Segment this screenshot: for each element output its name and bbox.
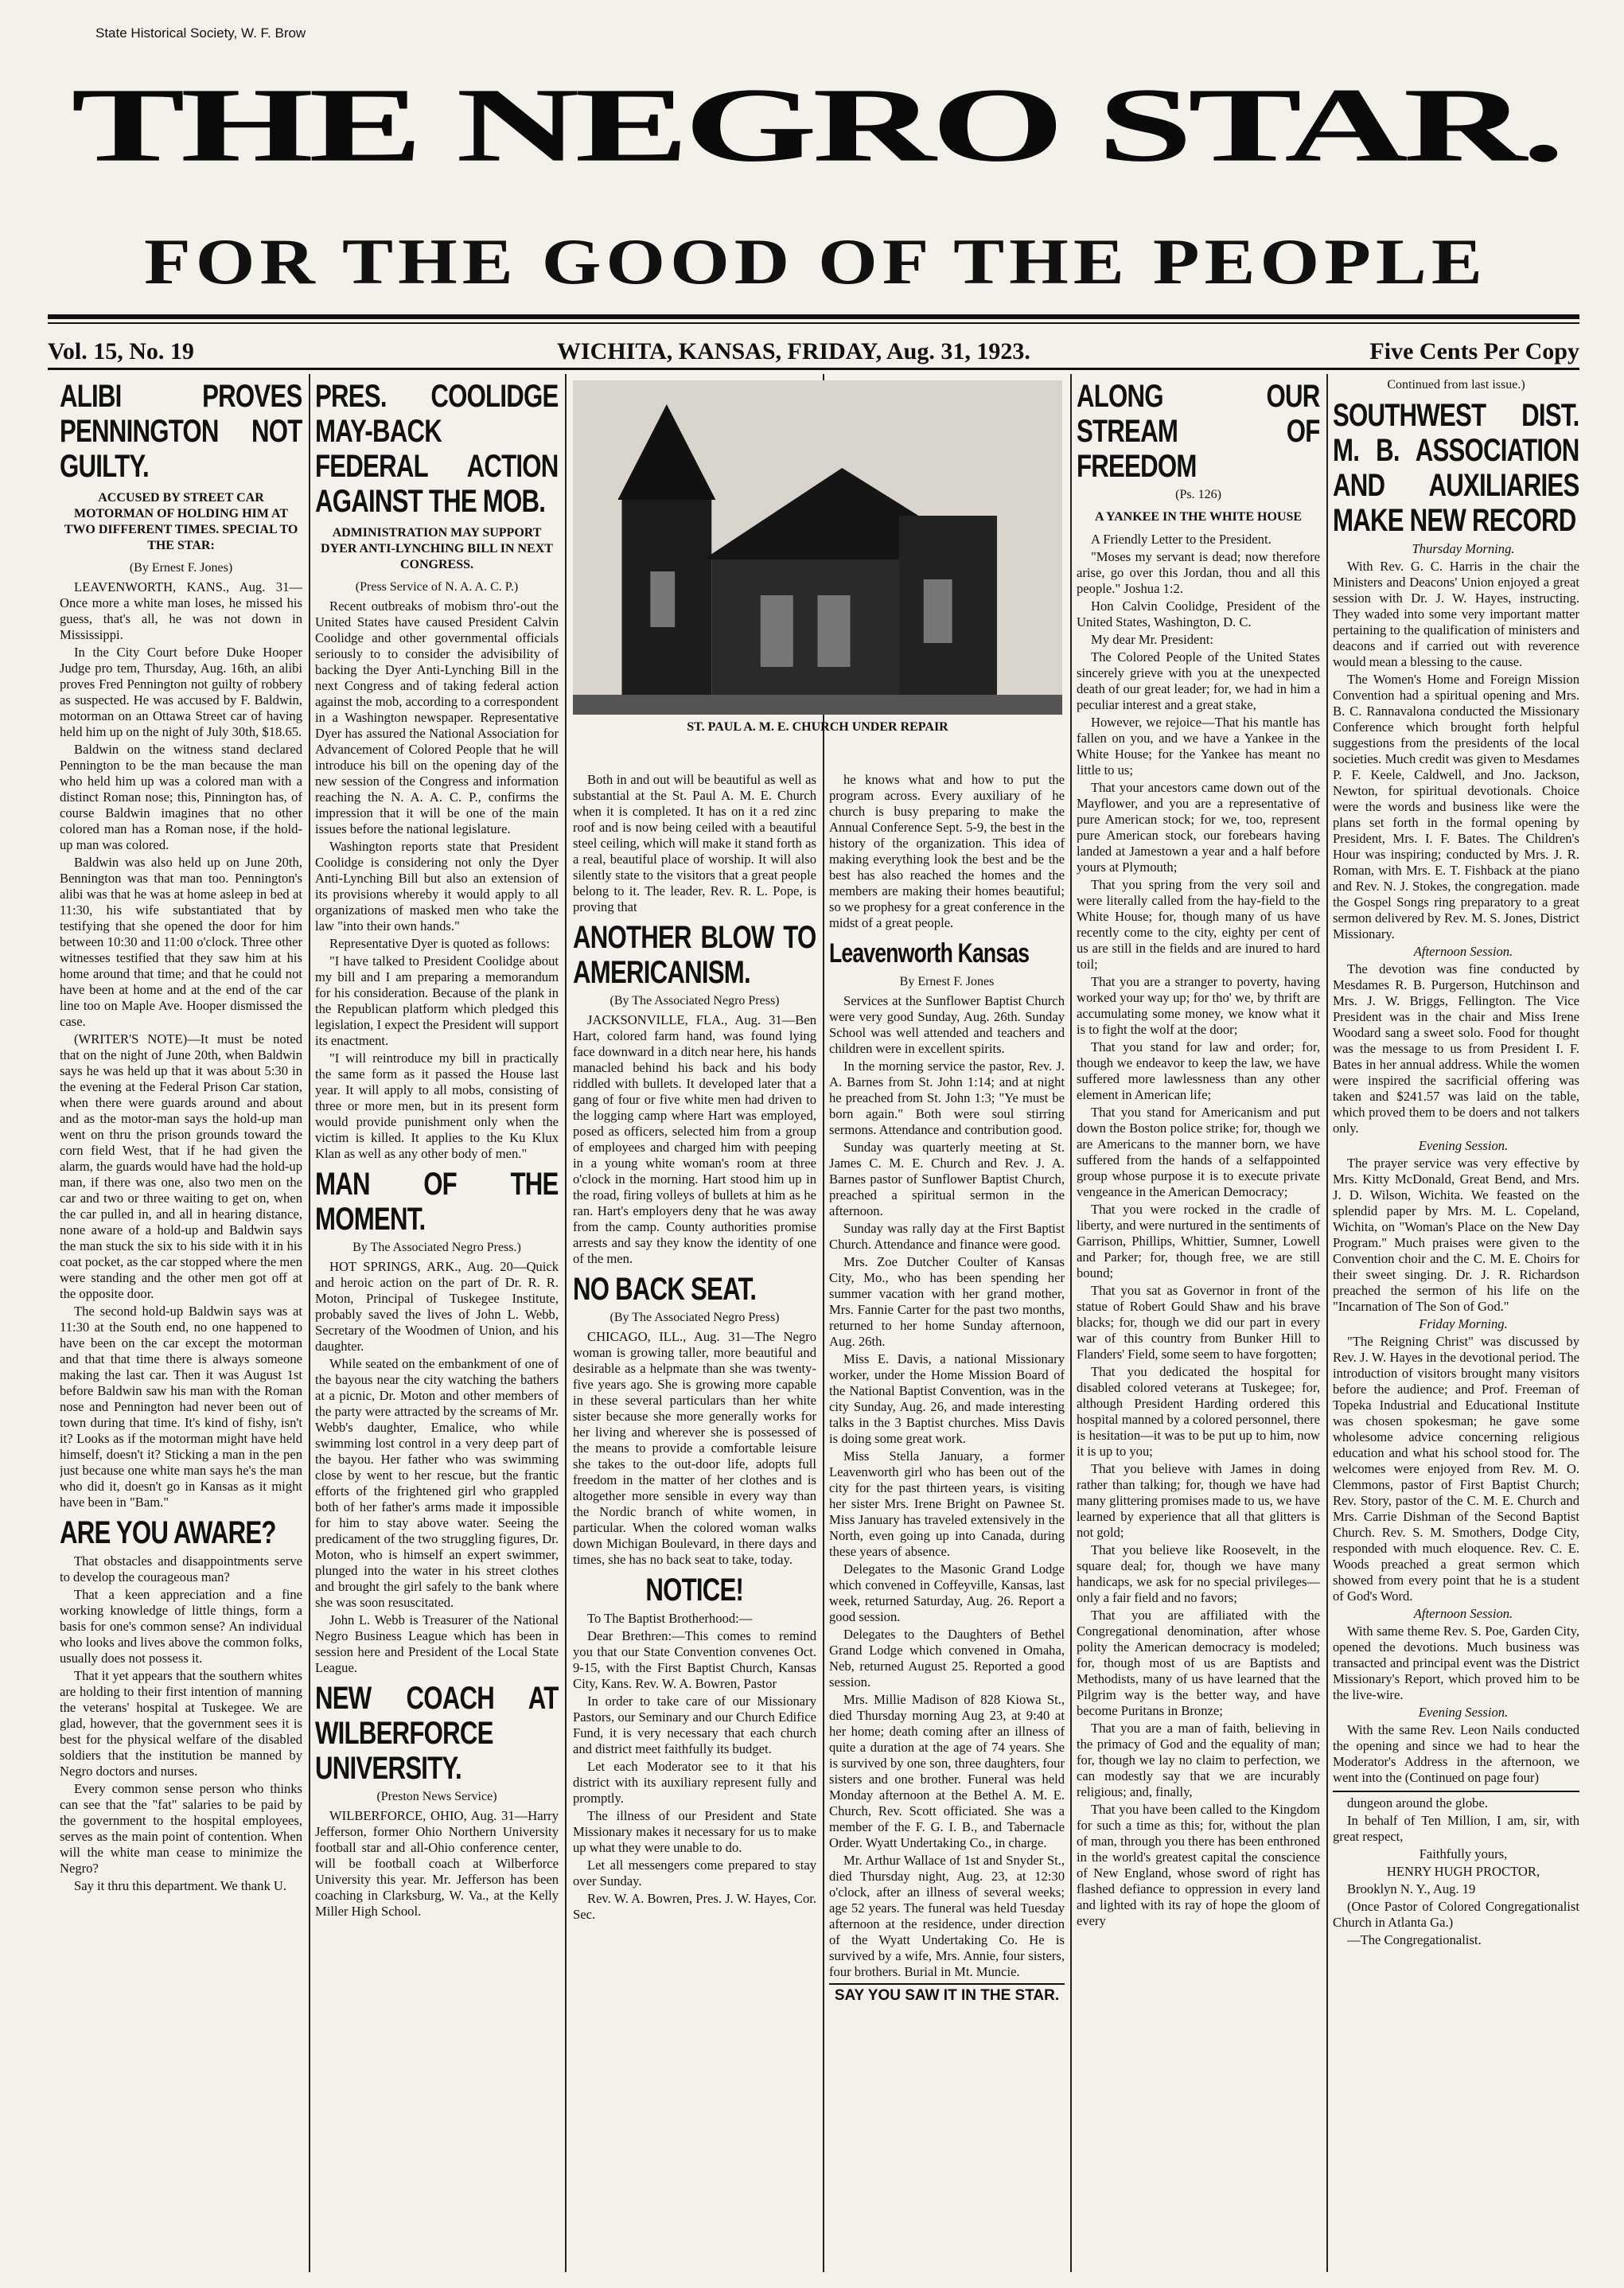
- paragraph: That you believe like Roosevelt, in the square deal; for, though we have many handicaps, we ask for no special privileges—only a fair field and no favors;: [1077, 1542, 1320, 1605]
- paragraph: The illness of our President and State Missionary makes it necessary for us to make up what they were unable to do.: [573, 1808, 816, 1855]
- section-label: Friday Morning.: [1419, 1316, 1508, 1331]
- newspaper-motto: FOR THE GOOD OF THE PEOPLE: [144, 224, 1487, 298]
- paragraph: The second hold-up Baldwin says was at 11:30 at the South end, no one happened to have been on the car except the motorman and that that time there is always someone making the last car. Then it was August 1st before Baldwin saw his man with the Roman nose and Pennington had never been out of town during that time. It's kind of fishy, isn't it? Looks as if the motorman might have held himself, doesn't it? Sticking a man in the pen just because one white man says he's the man who did it, doesn't go in Kansas as it might have been in "Bam.": [60, 1304, 302, 1510]
- paragraph: LEAVENWORTH, KANS., Aug. 31—Once more a white man loses, he missed his guess, that's all, he was not down in Mississippi.: [60, 579, 302, 642]
- article-column-1: [60, 374, 302, 2272]
- paragraph: Rev. W. A. Bowren, Pres. J. W. Hayes, Cor. Sec.: [573, 1891, 816, 1922]
- paragraph: HOT SPRINGS, ARK., Aug. 20—Quick and heroic action on the part of Dr. R. R. Moton, Principal of Tuskegee Institute, probably saved the lives of John L. Webb, Secretary of the Woodmen of Union, and his daughter.: [315, 1259, 559, 1354]
- paragraph: A Friendly Letter to the President.: [1091, 532, 1272, 547]
- byline-wilberforce: (Preston News Service): [376, 1790, 497, 1803]
- paragraph: That you are a stranger to poverty, having worked your way up; for tho' we, by thrift are accumulating some money, we know what it is to fight the wolf at the door;: [1077, 974, 1320, 1037]
- byline-coolidge: (Press Service of N. A. A. C. P.): [355, 580, 519, 594]
- paragraph: "The Reigning Christ" was discussed by Rev. J. W. Hayes in the devotional period. The introduction of visitors brought many visitors before the audience; and Prof. Freeman of Topeka Industrial and Educational Institute was chosen spokesman; he gave some wholesome advice concerning religious education and what his school stood for. The welcomes were enjoyed from Rev. M. O. Clemmons, pastor of First Baptist Church; Rev. Story, pastor of the C. M. E. Church and Mrs. Carrie Dishman of the Second Baptist Church. Rev. S. M. Smothers, Dodge City, responded with much eloquence. Rev. C. E. Woods preached a great sermon which showed from every point that he is a student of God's Word.: [1333, 1334, 1579, 1604]
- section-label: Afternoon Session.: [1413, 944, 1513, 959]
- paragraph: "I have talked to President Coolidge about my bill and I am preparing a memorandum for his consideration. Because of the plank in the Republican platform which pledged this legislation, I expect the President will support its enactment.: [315, 953, 559, 1048]
- paragraph: Representative Dyer is quoted as follows:: [329, 936, 550, 951]
- headline-leavenworth: Leavenworth Kansas: [829, 938, 1030, 969]
- paragraph: Every common sense person who thinks can see that the "fat" salaries to be paid by the government to the hospital employees, serves as the main point of contention. When will the white man cease to minimize the Negro?: [60, 1781, 302, 1876]
- article-column-4: [829, 772, 1065, 2272]
- byline-alibi: (By Ernest F. Jones): [129, 561, 233, 575]
- paragraph: While seated on the embankment of one of the bayous near the city watching the bathers at a picnic, Dr. Moton and other members of the party were attracted by the screams of Mr. Webb's daughter, Emalice, who while swimming lost control in a very deep part of the bayou. Her father who was swimming close by went to her rescue, but the frantic efforts of the frightened girl who grappled both of her father's arms made it impossible for him to stay above water. Seeing the predicament of the two struggling figures, Dr. Moton, who is himself an expert swimmer, plunged into the water in his street clothes and brought the girl safely to the bank where she was soon resuscitated.: [315, 1356, 559, 1610]
- headline-stream-of-freedom: ALONG OUR STREAM OF FREEDOM: [1077, 379, 1320, 484]
- paragraph: In order to take care of our Missionary Pastors, our Seminary and our Church Edifice Fund, it is very necessary that each church and district meet faithfully its budget.: [573, 1694, 816, 1756]
- paragraph: That it yet appears that the southern whites are holding to their first intention of manning the veterans' hospital at Tuskegee. We are glad, however, that the government sees it is best for the physical welfare of the disabled soldiers that the institution be manned by Negro doctors and nurses.: [60, 1668, 302, 1779]
- paragraph: "I will reintroduce my bill in practically the same form as it passed the House last year. It will apply to all mobs, consisting of three or more men, but in its present form would provide punishment only when the victim is killed. It applies to the Ku Klux Klan as well as any other body of men.": [315, 1050, 559, 1161]
- paragraph: Miss Stella January, a former Leavenworth girl who has been out of the city for the past thirteen years, is visiting her sister Mrs. Irene Bright on Pawnee St. Miss January has traveled extensively in the North, even going up into Canada, during these years of absence.: [829, 1448, 1065, 1559]
- paragraph: Sunday was quarterly meeting at St. James C. M. E. Church and Rev. J. A. Barnes pastor of Sunflower Baptist Church, preached a spiritual sermon in the afternoon.: [829, 1140, 1065, 1218]
- paragraph: "Moses my servant is dead; now therefore arise, go over this Jordan, thou and all this people." Joshua 1:2.: [1077, 549, 1320, 596]
- masthead-rule-thin: [48, 322, 1579, 324]
- headline-alibi: ALIBI PROVES PENNINGTON NOT GUILTY.: [60, 379, 302, 484]
- byline-leavenworth: By Ernest F. Jones: [899, 975, 995, 988]
- headline-wilberforce: NEW COACH AT WILBERFORCE UNIVERSITY.: [315, 1681, 559, 1786]
- subhead-yankee: A YANKEE IN THE WHITE HOUSE: [1094, 510, 1303, 524]
- paragraph: (Once Pastor of Colored Congregationalist Church in Atlanta Ga.): [1333, 1899, 1579, 1930]
- dateline: [48, 338, 1579, 370]
- section-label: Afternoon Session.: [1413, 1606, 1513, 1621]
- subhead-coolidge: ADMINISTRATION MAY SUPPORT DYER ANTI-LYNCHING BILL IN NEXT CONGRESS.: [321, 526, 553, 571]
- paragraph: However, we rejoice—That his mantle has fallen on you, and we have a Yankee in the White House; for the Yankee has meant no little to us;: [1077, 715, 1320, 778]
- headline-notice: NOTICE!: [645, 1573, 744, 1608]
- paragraph: Delegates to the Daughters of Bethel Grand Lodge which convened in Omaha, Neb, returned August 25. Reported a good session.: [829, 1627, 1065, 1690]
- article-column-6: [1333, 374, 1579, 2272]
- section-label: Evening Session.: [1418, 1705, 1509, 1720]
- paragraph: Sunday was rally day at the First Baptist Church. Attendance and finance were good.: [829, 1221, 1065, 1252]
- article-column-3: [573, 772, 816, 2272]
- paragraph: John L. Webb is Treasurer of the National Negro Business League which has been in session here and President of the Local State League.: [315, 1612, 559, 1675]
- column-divider: [1326, 374, 1328, 2272]
- paragraph: Say it thru this department. We thank U.: [74, 1878, 287, 1893]
- paragraph: Faithfully yours,: [1419, 1846, 1508, 1861]
- paragraph: Both in and out will be beautiful as well as substantial at the St. Paul A. M. E. Church when it is completed. It has on it a red zinc roof and is now being ceiled with a beautiful steel ceiling, which will make it stand forth as a real, beautiful place of worship. It will also silently state to the visitors that a great people belong to it. The leader, Rev. R. L. Pope, is proving that: [573, 772, 816, 914]
- paragraph: In the morning service the pastor, Rev. J. A. Barnes from St. John 1:14; and at night he preached from St. John 1:3; "Ye must be born again." Both were soul stirring sermons. Attendance and contribution good.: [829, 1058, 1065, 1137]
- place-and-date: WICHITA, KANSAS, FRIDAY, Aug. 31, 1923.: [557, 338, 1030, 364]
- verse-reference: (Ps. 126): [1175, 488, 1221, 501]
- paragraph: In behalf of Ten Million, I am, sir, with great respect,: [1333, 1813, 1579, 1844]
- photo-caption: ST. PAUL A. M. E. CHURCH UNDER REPAIR: [687, 720, 948, 734]
- headline-southwest-dist: SOUTHWEST DIST. M. B. ASSOCIATION AND AUXILIARIES MAKE NEW RECORD: [1333, 398, 1579, 538]
- letter-continuation: [1333, 1791, 1579, 1948]
- byline-another-blow: (By The Associated Negro Press): [609, 994, 780, 1008]
- continued-note: Continued from last issue.): [1387, 378, 1525, 392]
- volume-number: Vol. 15, No. 19: [48, 338, 194, 364]
- paragraph: dungeon around the globe.: [1347, 1795, 1488, 1811]
- paragraph: That your ancestors came down out of the Mayflower, and you are a representative of pure American stock; for we, too, represent pure American stock, our forebears having landed at Jamestown a year and a half before yours at Plymouth;: [1077, 780, 1320, 875]
- paragraph: My dear Mr. President:: [1091, 632, 1213, 647]
- paragraph: The Colored People of the United States sincerely grieve with you at the unexpected death of our great leader; for, we had in him a peculiar interest and a great stake,: [1077, 649, 1320, 712]
- paragraph: With the same Rev. Leon Nails conducted the opening and since we had to hear the Moderator's Address in the afternoon, we went into the (Continued on page four): [1333, 1722, 1579, 1785]
- paragraph: Let all messengers come prepared to stay over Sunday.: [573, 1857, 816, 1888]
- paragraph: That you stand for Americanism and put down the Boston police strike; for, though we are Americans to the manner born, we have suffered from the hands of a selfappointed group whose purpose it is to execute private vengeance in the American Democracy;: [1077, 1105, 1320, 1199]
- byline-man-of-moment: By The Associated Negro Press.): [352, 1241, 521, 1254]
- paragraph: Dear Brethren:—This comes to remind you that our State Convention convenes Oct. 9-15, with the First Baptist Church, Kansas City, Kans. Rev. W. A. Bowren, Pastor: [573, 1628, 816, 1691]
- signature-name: HENRY HUGH PROCTOR,: [1386, 1864, 1540, 1879]
- footer-slogan: SAY YOU SAW IT IN THE STAR.: [829, 1983, 1065, 2004]
- paragraph: Mr. Arthur Wallace of 1st and Snyder St., died Thursday night, Aug. 23, at 12:30 o'clock, after an illness of several weeks; age 52 years. The funeral was held Tuesday afternoon at the residence, under direction of the Wyatt Undertaking Co. He is survived by a wife, Mrs. Annie, four sisters, four brothers. Burial in Mt. Muncie.: [829, 1853, 1065, 1979]
- paragraph: To The Baptist Brotherhood:—: [587, 1611, 753, 1626]
- photo-block: [573, 374, 1062, 772]
- paragraph: That a keen appreciation and a fine working knowledge of little things, form a basis for one's common sense? An individual who looks and lives above the common folks, usually does not possess it.: [60, 1587, 302, 1666]
- paragraph: Baldwin was also held up on June 20th, Bennington was that man too. Pennington's alibi was that he was at home asleep in bed at 11:30, his wife substantiated that by testifying that she opened the door for him between 10:30 and 11:00 o'clock. Three other witnesses testified that they saw him at his home around that time; and that he could not have been at home and at the end of the car line too on Maple Ave. Hooper dismissed the case.: [60, 855, 302, 1029]
- headline-coolidge: PRES. COOLIDGE MAY-BACK FEDERAL ACTION AGAINST THE MOB.: [315, 379, 559, 519]
- paragraph: That you have been called to the Kingdom for such a time as this; for, without the plan of man, through you there has been enthroned in the world's greatest capital the conscience of New England, whose sword of right has flashed defiance to oppression in every land and lighted with its ray of hope the gloom of every: [1077, 1802, 1320, 1928]
- article-column-2: [315, 374, 559, 2272]
- paragraph: That you were rocked in the cradle of liberty, and were nurtured in the sentiments of Garrison, Phillips, Whittier, Sumner, Lowell and Parker; for, though free, we are still bound;: [1077, 1202, 1320, 1280]
- byline-no-back-seat: (By The Associated Negro Press): [609, 1311, 780, 1324]
- paragraph: —The Congregationalist.: [1347, 1932, 1482, 1947]
- paragraph: That you are a man of faith, believing in the primacy of God and the equality of man; for, though we lay no claim to perfection, we can modestly say that we are incurably religious; and, finally,: [1077, 1721, 1320, 1799]
- price: Five Cents Per Copy: [1369, 338, 1579, 364]
- paragraph: Delegates to the Masonic Grand Lodge which convened in Coffeyville, Kansas, last week, returned Saturday, Aug. 26. Report a good session.: [829, 1561, 1065, 1624]
- paragraph: Mrs. Zoe Dutcher Coulter of Kansas City, Mo., who has been spending her summer vacation with her grand mother, Mrs. Fannie Carter for the past two months, returned to her home Sunday afternoon, Aug. 26th.: [829, 1254, 1065, 1349]
- paragraph: Recent outbreaks of mobism thro'-out the United States have caused President Calvin Coolidge and other governmental officials seriously to to consider the advisibility of backing the Dyer Anti-Lynching Bill in the next Congress and of taking federal action against the mob, according to a correspondent in a Washington newspaper. Representative Dyer has assured the National Association for Advancement of Colored People that he will introduce his bill on the opening day of the new session of the Congress and information reaching the N. A. A. C. P., confirms the impression that it will be one of the main issues before the national legislature.: [315, 598, 559, 836]
- paragraph: Hon Calvin Coolidge, President of the United States, Washington, D. C.: [1077, 598, 1320, 629]
- library-stamp: State Historical Society, W. F. Brow: [95, 25, 306, 41]
- paragraph: Brooklyn N. Y., Aug. 19: [1347, 1881, 1476, 1896]
- article-column-5: [1077, 374, 1320, 2272]
- dateline-rule: [48, 368, 1579, 370]
- paragraph: he knows what and how to put the program across. Every auxiliary of he church is busy preparing to make the Annual Conference Sept. 5-9, the best in the history of the organization. This idea of making everything look the best and be the best has also reached the homes and the members are making their homes beautiful; so we prophesy for a great conference in the midst of a great people.: [829, 772, 1065, 930]
- paragraph: With same theme Rev. S. Poe, Garden City, opened the devotions. Much business was transacted and principal event was the District Missionary's Report, which proved him to be the live-wire.: [1333, 1623, 1579, 1702]
- paragraph: The Women's Home and Foreign Mission Convention had a spiritual opening and Mrs. B. C. Rannavalona conducted the Missionary Conference which brought forth helpful suggestions from the presidents of the local societies. Much credit was given to Mesdames P. F. Keele, Caldwell, and Jno. Jackson, Newton, for spiritual devotionals. Choice were the words and business like were the plans set forth in the formal opening by President, Mrs. I. F. Bates. The Children's Hour was inspiring; conducted by Mrs. J. R. Roman, with Mrs. E. T. Fishback at the piano and Rev. N. J. Stokes, the congregation. made the Gospel Songs ring preparatory to a great sermon delivered by Rev. M. S. Jones, District Missionary.: [1333, 672, 1579, 941]
- masthead: [48, 65, 1583, 310]
- church-illustration: [573, 380, 1062, 715]
- paragraph: That you believe with James in doing rather than talking; for, though we have had many glittering promises made to us, we have learned by experience that all that glitters is not gold;: [1077, 1461, 1320, 1540]
- paragraph: Miss E. Davis, a national Missionary worker, under the Home Mission Board of the National Baptist Convention, was in the city Sunday, Aug. 26, and made interesting talks in the 3 Baptist churches. Miss Davis is doing some great work.: [829, 1351, 1065, 1446]
- paragraph: (WRITER'S NOTE)—It must be noted that on the night of June 20th, when Baldwin says he was held up that it was about 5:30 in the evening at the Federal Prison Car station, when there were guards around and about and as the motor-man says the hold-up man went on thru the prison grounds toward the corn field West, that if he had given the alarm, the guards would have had the hold-up man, if there was one, also two men on the car and two or three waiting to get on, when the car pulled in, and all in hearing distance, none aware of a hold-up and Baldwin says the man stuck the six to his side with it in his coat pocket, as the car stopped where the men were standing and the other men got off at the opposite door.: [60, 1031, 302, 1301]
- paragraph: That you sat as Governor in front of the statue of Robert Gould Shaw and his brave blacks; for, though we did our part in every war of this country from Bunker Hill to Flanders' Field, some seem to have forgotten;: [1077, 1283, 1320, 1362]
- column-divider: [1070, 374, 1072, 2272]
- paragraph: The devotion was fine conducted by Mesdames R. B. Purgerson, Hutchinson and Mrs. J. W. Briggs, Fellington. The Vice President was in the chair and Miss Irene Woodard sang a sweet solo. Food for thought was the message to us from President I. F. Bates in her annual address. While the women were inspired the sacrificial offering was taken and $241.57 was laid on the table, which proved them to be doers and not talkers only.: [1333, 961, 1579, 1136]
- paragraph: That you dedicated the hospital for disabled colored veterans at Tuskegee; for, although President Harding ordered this hospital manned by a colored personnel, there is hesitation—it was to be put up to him, now it is up to you;: [1077, 1364, 1320, 1459]
- church-photo: [573, 380, 1062, 715]
- headline-another-blow: ANOTHER BLOW TO AMERICANISM.: [573, 920, 816, 990]
- masthead-rule: [48, 314, 1579, 319]
- paragraph: That you spring from the very soil and were literally called from the hay-field to the White House; for, though many of us have recently come to the city, eighty per cent of us are still in the fields and are inured to hard toil;: [1077, 877, 1320, 972]
- column-divider: [309, 374, 310, 2272]
- paragraph: In the City Court before Duke Hooper Judge pro tem, Thursday, Aug. 16th, an alibi proves Fred Pennington not guilty of robbery as suspected. He was accused by F. Baldwin, motorman on an Ottawa Street car of having held him up on the night of July 30th, $18.65.: [60, 645, 302, 739]
- paragraph: That obstacles and disappointments serve to develop the courageous man?: [60, 1553, 302, 1584]
- section-label: Evening Session.: [1418, 1138, 1509, 1153]
- paragraph: CHICAGO, ILL., Aug. 31—The Negro woman is growing taller, more beautiful and desirable as a helpmate than she was twenty-five years ago. She is growing more capable in these several particulars than her white sister because she more generally works for her living and wherever she is possessed of the means to provide a comfortable leisure she takes to the out-door life, adopts full freedom in the matter of her clothes and is altogether more sensible in every way than the Nordic branch of white women, in particular. When the colored woman walks down Michigan Boulevard, in there days and times, she has no back seat to take, today.: [573, 1329, 816, 1567]
- paragraph: Baldwin on the witness stand declared Pennington to be the man because the man who held him up was a colored man with a distinct Roman nose; this, Pinnington has, of course Baldwin imagines that no other colored man has a Roman nose, if the hold-up man was colored.: [60, 742, 302, 852]
- paragraph: That you stand for law and order; for, though we endeavor to keep the law, we have suffered more lawlessness than any other element in American life;: [1077, 1039, 1320, 1102]
- paragraph: That you are affiliated with the Congregational denomination, after whose polity the American democracy is modeled; for, though most of us are Baptists and Methodists, many of us have learned that the Pilgrim way is the better way, and have become Puritans in Bronze;: [1077, 1608, 1320, 1718]
- newspaper-title: THE NEGRO STAR.: [71, 65, 1560, 184]
- section-label: Thursday Morning.: [1412, 541, 1515, 556]
- subhead-alibi: ACCUSED BY STREET CAR MOTORMAN OF HOLDING HIM AT TWO DIFFERENT TIMES. SPECIAL TO THE STAR:: [64, 491, 298, 552]
- headline-man-of-moment: MAN OF THE MOMENT.: [315, 1167, 559, 1237]
- paragraph: The prayer service was very effective by Mrs. Kitty McDonald, Great Bend, and Mrs. J. D. Wilson, Wichita. We feasted on the splendid paper by Mrs. M. L. Copeland, Wichita, on "Woman's Place on the New Day Program." Much praises were given to the Convention choir and the C. M. E. Choirs for their sweet singing. Dr. J. R. Richardson preached the sermon of his life on the "Incarnation of The Son of God.": [1333, 1156, 1579, 1314]
- column-divider: [565, 374, 567, 2272]
- headline-are-you-aware: ARE YOU AWARE?: [60, 1515, 276, 1550]
- paragraph: WILBERFORCE, OHIO, Aug. 31—Harry Jefferson, former Ohio Northern University football star and all-Ohio conference center, will be football coach at Wilberforce University this year. Mr. Jefferson has been coaching in Clarksburg, W. Va., at the Kelly Miller High School.: [315, 1808, 559, 1919]
- paragraph: JACKSONVILLE, FLA., Aug. 31—Ben Hart, colored farm hand, was found lying face downward in a ditch near here, his hands manacled behind his back and his body riddled with bullets. It developed later that a gang of four or five white men had driven to the logging camp where Hart was employed, posed as officers, selected him from a group of employees and charged him with peeping in a young white woman's room at three o'clock in the morning. Hart stood him up in the road, firing volleys of bullets at him as he ran. Hart's employers deny that he was away from the camp. County authorities promise arrests and say they know the identity of one of the men.: [573, 1012, 816, 1266]
- paragraph: Mrs. Millie Madison of 828 Kiowa St., died Thursday morning Aug 23, at 9:40 at her home; death coming after an illness of quite a duration at the age of 74 years. She is survived by one son, three daughters, four sisters and one brother. Funeral was held Monday afternoon at the Bethel A. M. E. Church, Rev. Scott officiated. She was a member of the F. G. I. B., and Tabernacle Order. Wyatt Undertaking Co., in charge.: [829, 1692, 1065, 1850]
- paragraph: Washington reports state that President Coolidge is considering not only the Dyer Anti-Lynching Bill but also an extension of its provisions whereby it would apply to all organizations of masked men who take the law "into their own hands.": [315, 839, 559, 934]
- paragraph: Let each Moderator see to it that his district with its auxiliary represent fully and promptly.: [573, 1759, 816, 1806]
- paragraph: With Rev. G. C. Harris in the chair the Ministers and Deacons' Union enjoyed a great session with Dr. J. W. Hayes, instructing. They waded into some very important matter pertaining to the qualification of ministers and deacons and if carried out with reverence would mean a blessing to the cause.: [1333, 559, 1579, 669]
- headline-no-back-seat: NO BACK SEAT.: [573, 1272, 757, 1307]
- paragraph: Services at the Sunflower Baptist Church were very good Sunday, Aug. 26th. Sunday School was well attended and teachers and children were in excellent spirits.: [829, 993, 1065, 1056]
